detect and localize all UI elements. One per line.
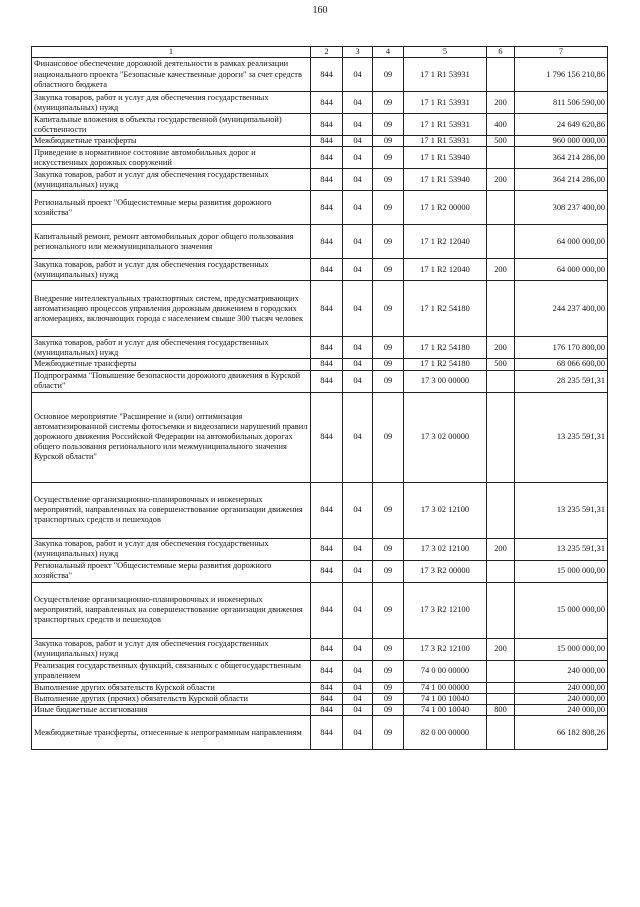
row-expense-type bbox=[487, 225, 515, 259]
row-description: Межбюджетные трансферты bbox=[32, 359, 311, 370]
row-section-code: 04 bbox=[343, 281, 373, 337]
row-expense-type bbox=[487, 693, 515, 704]
row-amount: 176 170 800,00 bbox=[515, 337, 608, 359]
header-col-7: 7 bbox=[515, 47, 608, 58]
page-number: 160 bbox=[312, 5, 328, 16]
row-description: Подпрограмма "Повышение безопасности дорожного движения в Курской области" bbox=[32, 370, 311, 392]
row-section-code: 04 bbox=[343, 169, 373, 191]
row-description: Приведение в нормативное состояние автомобильных дорог и искусственных дорожных сооружений bbox=[32, 147, 311, 169]
row-section-code: 04 bbox=[343, 259, 373, 281]
row-expense-type bbox=[487, 482, 515, 538]
row-subsection-code: 09 bbox=[373, 225, 404, 259]
header-col-3: 3 bbox=[343, 47, 373, 58]
row-expense-type bbox=[487, 191, 515, 225]
row-expense-type bbox=[487, 560, 515, 582]
row-ministry-code: 844 bbox=[311, 705, 343, 716]
table-row bbox=[32, 136, 608, 147]
row-subsection-code: 09 bbox=[373, 660, 404, 682]
row-expense-type: 200 bbox=[487, 337, 515, 359]
row-subsection-code: 09 bbox=[373, 482, 404, 538]
table-row bbox=[32, 92, 608, 114]
row-expense-type bbox=[487, 281, 515, 337]
row-amount: 308 237 400,00 bbox=[515, 191, 608, 225]
row-section-code: 04 bbox=[343, 682, 373, 693]
row-description: Выполнение других (прочих) обязательств Курской области bbox=[32, 693, 311, 704]
row-expense-type bbox=[487, 660, 515, 682]
row-description: Закупка товаров, работ и услуг для обеспечения государственных (муниципальных) нужд bbox=[32, 638, 311, 660]
row-amount: 1 796 156 210,86 bbox=[515, 58, 608, 92]
row-ministry-code: 844 bbox=[311, 191, 343, 225]
table-row bbox=[32, 225, 608, 259]
row-ministry-code: 844 bbox=[311, 136, 343, 147]
row-section-code: 04 bbox=[343, 705, 373, 716]
row-subsection-code: 09 bbox=[373, 560, 404, 582]
table-row bbox=[32, 337, 608, 359]
row-ministry-code: 844 bbox=[311, 114, 343, 136]
row-section-code: 04 bbox=[343, 538, 373, 560]
row-section-code: 04 bbox=[343, 147, 373, 169]
row-target-article: 17 1 R1 53940 bbox=[404, 169, 487, 191]
header-col-1: 1 bbox=[32, 47, 311, 58]
table-row bbox=[32, 582, 608, 638]
row-section-code: 04 bbox=[343, 136, 373, 147]
row-description: Межбюджетные трансферты, отнесенные к непрограммным направлениям bbox=[32, 716, 311, 750]
table-row bbox=[32, 716, 608, 750]
row-target-article: 74 1 00 10040 bbox=[404, 693, 487, 704]
row-subsection-code: 09 bbox=[373, 682, 404, 693]
row-amount: 364 214 286,00 bbox=[515, 169, 608, 191]
row-target-article: 17 3 02 00000 bbox=[404, 392, 487, 482]
row-subsection-code: 09 bbox=[373, 114, 404, 136]
row-subsection-code: 09 bbox=[373, 337, 404, 359]
row-amount: 960 000 000,00 bbox=[515, 136, 608, 147]
row-target-article: 17 3 R2 00000 bbox=[404, 560, 487, 582]
row-amount: 66 182 808,26 bbox=[515, 716, 608, 750]
row-ministry-code: 844 bbox=[311, 482, 343, 538]
table-row bbox=[32, 370, 608, 392]
table-row bbox=[32, 693, 608, 704]
row-subsection-code: 09 bbox=[373, 191, 404, 225]
row-amount: 13 235 591,31 bbox=[515, 482, 608, 538]
table-row bbox=[32, 638, 608, 660]
row-subsection-code: 09 bbox=[373, 136, 404, 147]
row-subsection-code: 09 bbox=[373, 693, 404, 704]
row-expense-type: 200 bbox=[487, 638, 515, 660]
row-section-code: 04 bbox=[343, 716, 373, 750]
row-subsection-code: 09 bbox=[373, 370, 404, 392]
row-ministry-code: 844 bbox=[311, 337, 343, 359]
table-row bbox=[32, 114, 608, 136]
row-target-article: 17 1 R2 00000 bbox=[404, 191, 487, 225]
row-ministry-code: 844 bbox=[311, 538, 343, 560]
row-section-code: 04 bbox=[343, 638, 373, 660]
row-description: Региональный проект "Общесистемные меры развития дорожного хозяйства" bbox=[32, 191, 311, 225]
row-ministry-code: 844 bbox=[311, 370, 343, 392]
row-expense-type: 200 bbox=[487, 259, 515, 281]
row-ministry-code: 844 bbox=[311, 582, 343, 638]
row-ministry-code: 844 bbox=[311, 716, 343, 750]
row-subsection-code: 09 bbox=[373, 392, 404, 482]
row-description: Внедрение интеллектуальных транспортных систем, предусматривающих автоматизацию процессов управления дорожным движением в городских агломерациях, включающих города с населением свыше 300 тысяч человек bbox=[32, 281, 311, 337]
row-expense-type bbox=[487, 370, 515, 392]
row-ministry-code: 844 bbox=[311, 682, 343, 693]
table-row bbox=[32, 191, 608, 225]
table-row bbox=[32, 259, 608, 281]
table-header-row bbox=[32, 47, 608, 58]
row-section-code: 04 bbox=[343, 359, 373, 370]
row-target-article: 17 1 R1 53931 bbox=[404, 92, 487, 114]
table-row bbox=[32, 281, 608, 337]
row-subsection-code: 09 bbox=[373, 538, 404, 560]
row-subsection-code: 09 bbox=[373, 281, 404, 337]
row-target-article: 17 1 R2 54180 bbox=[404, 281, 487, 337]
row-description: Осуществление организационно-планировочных и инженерных мероприятий, направленных на совершенствование организации движения транспортных средств и пешеходов bbox=[32, 582, 311, 638]
row-expense-type bbox=[487, 682, 515, 693]
row-target-article: 74 0 00 00000 bbox=[404, 660, 487, 682]
row-description: Межбюджетные трансферты bbox=[32, 136, 311, 147]
row-target-article: 17 3 02 12100 bbox=[404, 538, 487, 560]
row-description: Закупка товаров, работ и услуг для обеспечения государственных (муниципальных) нужд bbox=[32, 92, 311, 114]
row-ministry-code: 844 bbox=[311, 225, 343, 259]
row-ministry-code: 844 bbox=[311, 281, 343, 337]
row-amount: 24 649 620,86 bbox=[515, 114, 608, 136]
row-expense-type bbox=[487, 58, 515, 92]
row-subsection-code: 09 bbox=[373, 705, 404, 716]
row-amount: 64 000 000,00 bbox=[515, 225, 608, 259]
row-amount: 28 235 591,31 bbox=[515, 370, 608, 392]
row-section-code: 04 bbox=[343, 482, 373, 538]
row-ministry-code: 844 bbox=[311, 560, 343, 582]
row-subsection-code: 09 bbox=[373, 58, 404, 92]
row-amount: 15 000 000,00 bbox=[515, 638, 608, 660]
row-section-code: 04 bbox=[343, 693, 373, 704]
row-expense-type: 200 bbox=[487, 92, 515, 114]
row-target-article: 17 1 R2 12040 bbox=[404, 259, 487, 281]
row-amount: 68 066 600,00 bbox=[515, 359, 608, 370]
row-expense-type: 500 bbox=[487, 359, 515, 370]
row-target-article: 17 1 R2 54180 bbox=[404, 337, 487, 359]
row-ministry-code: 844 bbox=[311, 660, 343, 682]
row-ministry-code: 844 bbox=[311, 169, 343, 191]
row-section-code: 04 bbox=[343, 92, 373, 114]
row-section-code: 04 bbox=[343, 114, 373, 136]
row-amount: 811 506 590,00 bbox=[515, 92, 608, 114]
row-amount: 244 237 400,00 bbox=[515, 281, 608, 337]
table-row bbox=[32, 560, 608, 582]
row-section-code: 04 bbox=[343, 191, 373, 225]
row-description: Закупка товаров, работ и услуг для обеспечения государственных (муниципальных) нужд bbox=[32, 538, 311, 560]
row-target-article: 74 1 00 00000 bbox=[404, 682, 487, 693]
row-expense-type: 500 bbox=[487, 136, 515, 147]
row-amount: 15 000 000,00 bbox=[515, 582, 608, 638]
row-amount: 13 235 591,31 bbox=[515, 392, 608, 482]
row-target-article: 17 1 R1 53931 bbox=[404, 136, 487, 147]
row-amount: 15 000 000,00 bbox=[515, 560, 608, 582]
table-row bbox=[32, 538, 608, 560]
row-subsection-code: 09 bbox=[373, 92, 404, 114]
row-ministry-code: 844 bbox=[311, 359, 343, 370]
row-subsection-code: 09 bbox=[373, 716, 404, 750]
table-row bbox=[32, 482, 608, 538]
row-description: Реализация государственных функций, связанных с общегосударственным управлением bbox=[32, 660, 311, 682]
row-target-article: 82 0 00 00000 bbox=[404, 716, 487, 750]
row-amount: 240 000,00 bbox=[515, 693, 608, 704]
row-ministry-code: 844 bbox=[311, 638, 343, 660]
row-description: Финансовое обеспечение дорожной деятельности в рамках реализации национального проекта "Безопасные качественные дороги" за счет средств областного бюджета bbox=[32, 58, 311, 92]
row-expense-type: 400 bbox=[487, 114, 515, 136]
row-description: Основное мероприятие "Расширение и (или) оптимизация автоматизированной системы фотосъемки и видеозаписи нарушений правил дорожного движения Российской Федерации на автомобильных дорогах общего пользования регионального или межмуниципального значения Курской области" bbox=[32, 392, 311, 482]
row-ministry-code: 844 bbox=[311, 693, 343, 704]
row-target-article: 17 3 00 00000 bbox=[404, 370, 487, 392]
table-row bbox=[32, 705, 608, 716]
table-row bbox=[32, 392, 608, 482]
row-target-article: 17 1 R2 12040 bbox=[404, 225, 487, 259]
row-amount: 240 000,00 bbox=[515, 682, 608, 693]
row-ministry-code: 844 bbox=[311, 92, 343, 114]
row-target-article: 17 3 R2 12100 bbox=[404, 638, 487, 660]
row-description: Иные бюджетные ассигнования bbox=[32, 705, 311, 716]
row-section-code: 04 bbox=[343, 337, 373, 359]
row-section-code: 04 bbox=[343, 582, 373, 638]
header-col-4: 4 bbox=[373, 47, 404, 58]
row-amount: 64 000 000,00 bbox=[515, 259, 608, 281]
row-expense-type bbox=[487, 716, 515, 750]
row-target-article: 17 3 02 12100 bbox=[404, 482, 487, 538]
row-target-article: 17 1 R1 53940 bbox=[404, 147, 487, 169]
row-section-code: 04 bbox=[343, 225, 373, 259]
table-row bbox=[32, 359, 608, 370]
row-amount: 13 235 591,31 bbox=[515, 538, 608, 560]
row-subsection-code: 09 bbox=[373, 638, 404, 660]
row-section-code: 04 bbox=[343, 560, 373, 582]
budget-table bbox=[31, 46, 608, 750]
row-description: Выполнение других обязательств Курской области bbox=[32, 682, 311, 693]
row-expense-type: 800 bbox=[487, 705, 515, 716]
row-amount: 364 214 286,00 bbox=[515, 147, 608, 169]
row-description: Капитальные вложения в объекты государственной (муниципальной) собственности bbox=[32, 114, 311, 136]
row-ministry-code: 844 bbox=[311, 259, 343, 281]
row-ministry-code: 844 bbox=[311, 58, 343, 92]
header-col-5: 5 bbox=[404, 47, 487, 58]
table-row bbox=[32, 169, 608, 191]
row-expense-type: 200 bbox=[487, 169, 515, 191]
row-ministry-code: 844 bbox=[311, 147, 343, 169]
table-row bbox=[32, 682, 608, 693]
row-expense-type bbox=[487, 392, 515, 482]
row-description: Закупка товаров, работ и услуг для обеспечения государственных (муниципальных) нужд bbox=[32, 169, 311, 191]
row-amount: 240 000,00 bbox=[515, 660, 608, 682]
table-row bbox=[32, 147, 608, 169]
row-section-code: 04 bbox=[343, 370, 373, 392]
row-description: Осуществление организационно-планировочных и инженерных мероприятий, направленных на совершенствование организации движения транспортных средств и пешеходов bbox=[32, 482, 311, 538]
row-target-article: 17 1 R1 53931 bbox=[404, 114, 487, 136]
row-expense-type bbox=[487, 582, 515, 638]
table-row bbox=[32, 58, 608, 92]
row-subsection-code: 09 bbox=[373, 582, 404, 638]
table-row bbox=[32, 660, 608, 682]
row-description: Капитальный ремонт, ремонт автомобильных дорог общего пользования регионального или межмуниципального значения bbox=[32, 225, 311, 259]
row-target-article: 74 1 00 10040 bbox=[404, 705, 487, 716]
row-subsection-code: 09 bbox=[373, 359, 404, 370]
row-subsection-code: 09 bbox=[373, 147, 404, 169]
header-col-2: 2 bbox=[311, 47, 343, 58]
row-target-article: 17 1 R2 54180 bbox=[404, 359, 487, 370]
row-description: Региональный проект "Общесистемные меры развития дорожного хозяйства" bbox=[32, 560, 311, 582]
row-target-article: 17 3 R2 12100 bbox=[404, 582, 487, 638]
row-section-code: 04 bbox=[343, 660, 373, 682]
row-target-article: 17 1 R1 53931 bbox=[404, 58, 487, 92]
row-expense-type bbox=[487, 147, 515, 169]
row-expense-type: 200 bbox=[487, 538, 515, 560]
row-subsection-code: 09 bbox=[373, 169, 404, 191]
row-amount: 240 000,00 bbox=[515, 705, 608, 716]
row-section-code: 04 bbox=[343, 392, 373, 482]
row-description: Закупка товаров, работ и услуг для обеспечения государственных (муниципальных) нужд bbox=[32, 337, 311, 359]
row-description: Закупка товаров, работ и услуг для обеспечения государственных (муниципальных) нужд bbox=[32, 259, 311, 281]
row-section-code: 04 bbox=[343, 58, 373, 92]
row-subsection-code: 09 bbox=[373, 259, 404, 281]
row-ministry-code: 844 bbox=[311, 392, 343, 482]
header-col-6: 6 bbox=[487, 47, 515, 58]
